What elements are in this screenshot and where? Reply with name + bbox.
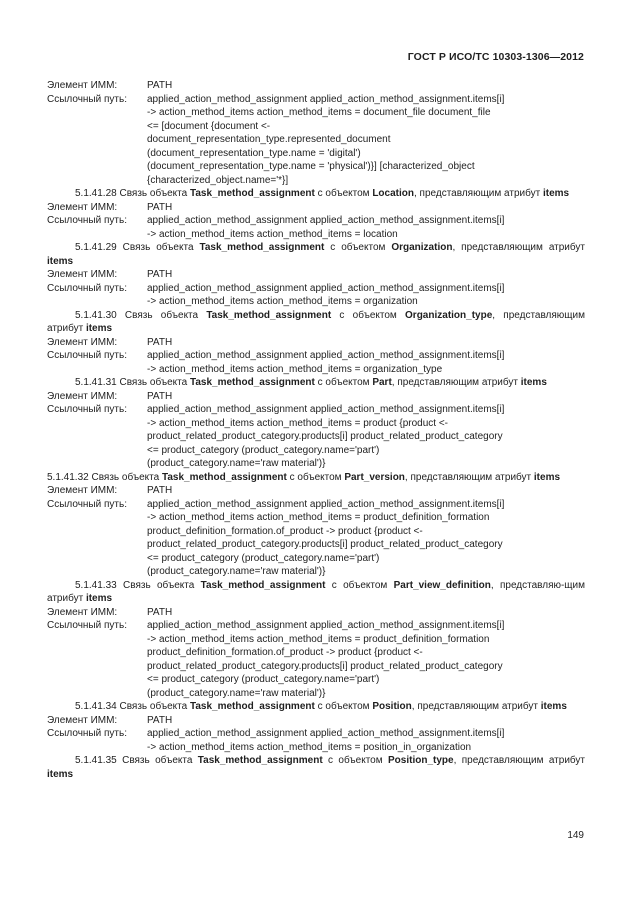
field-label: Ссылочный путь: <box>47 620 127 631</box>
field-label: Элемент ИММ: <box>47 201 118 213</box>
field-row <box>47 727 585 754</box>
field-row <box>47 390 585 404</box>
entity-name: Position <box>372 701 412 712</box>
field-row <box>47 349 585 376</box>
path-line: product_definition_formation.of_product -> product {product <- <box>147 525 423 537</box>
path-line: -> action_method_items action_method_items = product_definition_formation <box>147 633 490 645</box>
path-line: applied_action_method_assignment applied_action_method_assignment.items[i] <box>147 282 505 294</box>
field-row <box>47 714 585 728</box>
heading-text: , представляющим атрибут <box>411 701 541 712</box>
heading-text: 5.1.41.33 Связь объекта <box>75 579 201 591</box>
path-line: (product_category.name='raw material')} <box>147 687 326 699</box>
path-line: document_representation_type.represented_document <box>147 134 391 145</box>
path-line: -> action_method_items action_method_items = product_definition_formation <box>147 512 490 523</box>
field-value <box>147 79 585 93</box>
field-value <box>147 349 585 376</box>
field-label: Ссылочный путь: <box>47 282 127 294</box>
field-value <box>147 93 585 188</box>
field-row <box>47 79 585 93</box>
entity-name: Organization_type <box>405 309 493 321</box>
entity-name: Task_method_assignment <box>199 242 325 253</box>
heading-text: с объектом <box>314 188 373 199</box>
path-line: -> action_method_items action_method_items = organization_type <box>147 363 443 375</box>
path-line: PATH <box>147 201 173 213</box>
entity-name: Part_view_definition <box>393 579 491 591</box>
path-line: -> action_method_items action_method_items = organization <box>147 296 418 307</box>
path-line: applied_action_method_assignment applied_action_method_assignment.items[i] <box>147 93 505 105</box>
field-row <box>47 403 585 471</box>
entity-name: items <box>85 323 113 334</box>
entity-name: Organization <box>391 242 453 253</box>
heading-text: , представляющим атрибут <box>452 242 585 253</box>
path-line: (document_representation_type.name = 'digital') <box>147 147 361 159</box>
path-line: (product_category.name='raw material')} <box>147 566 326 577</box>
field-label: Ссылочный путь: <box>47 498 127 510</box>
field-label: Элемент ИММ: <box>47 606 118 618</box>
entity-name: Task_method_assignment <box>189 188 315 199</box>
field-row <box>47 282 585 309</box>
path-line: product_related_product_category.products[i] product_related_product_category <box>147 431 503 442</box>
entity-name: Part <box>372 377 392 388</box>
section-heading <box>47 187 585 201</box>
field-label: Элемент ИММ: <box>47 485 118 496</box>
heading-text: 5.1.41.31 Связь объекта <box>75 377 190 388</box>
field-label: Элемент ИММ: <box>47 390 118 402</box>
heading-text: , представляю-щим атрибут <box>47 579 585 604</box>
path-line: <= product_category (product_category.name='part') <box>147 444 380 456</box>
field-value <box>147 727 585 754</box>
heading-text: , представляющим атрибут <box>47 309 585 334</box>
field-value <box>147 714 585 728</box>
path-line: PATH <box>147 80 173 91</box>
field-row <box>47 214 585 241</box>
heading-text: с объектом <box>331 309 406 321</box>
field-value <box>147 606 585 620</box>
path-line: product_definition_formation.of_product -> product {product <- <box>147 647 423 658</box>
page-number: 149 <box>567 830 584 841</box>
section-heading <box>47 579 585 606</box>
section-heading <box>47 754 585 781</box>
path-line: PATH <box>147 606 173 618</box>
path-line: product_related_product_category.products[i] product_related_product_category <box>147 539 503 550</box>
field-row <box>47 606 585 620</box>
path-line: -> action_method_items action_method_items = product {product <- <box>147 417 449 429</box>
path-line: -> action_method_items action_method_items = location <box>147 228 398 240</box>
field-label: Элемент ИММ: <box>47 336 118 348</box>
entity-name: items <box>540 701 567 712</box>
page-header-standard-id: ГОСТ Р ИСО/ТС 10303-1306—2012 <box>407 51 584 63</box>
section-heading <box>47 471 585 485</box>
entity-name: Task_method_assignment <box>161 471 287 483</box>
entity-name: Task_method_assignment <box>189 701 315 712</box>
path-line: <= product_category (product_category.name='part') <box>147 552 380 564</box>
path-line: PATH <box>147 485 173 496</box>
field-row <box>47 498 585 579</box>
field-value <box>147 498 585 579</box>
path-line: -> action_method_items action_method_items = position_in_organization <box>147 741 472 753</box>
field-value <box>147 268 585 282</box>
field-label: Элемент ИММ: <box>47 269 118 280</box>
entity-name: Task_method_assignment <box>197 755 323 766</box>
section-heading <box>47 700 585 714</box>
field-value <box>147 390 585 404</box>
path-line: PATH <box>147 336 173 348</box>
heading-text: с объектом <box>322 755 388 766</box>
entity-name: items <box>533 471 561 483</box>
entity-name: items <box>542 188 570 199</box>
field-row <box>47 268 585 282</box>
field-label: Ссылочный путь: <box>47 404 127 415</box>
field-label: Элемент ИММ: <box>47 80 118 91</box>
document-body <box>47 79 585 781</box>
path-line: (document_representation_type.name = 'physical')}] [characterized_object <box>147 161 475 172</box>
heading-text: 5.1.41.34 Связь объекта <box>75 701 190 712</box>
entity-name: Task_method_assignment <box>200 579 326 591</box>
path-line: <= product_category (product_category.name='part') <box>147 674 380 685</box>
path-line: applied_action_method_assignment applied_action_method_assignment.items[i] <box>147 215 505 226</box>
heading-text: с объектом <box>325 579 394 591</box>
field-value <box>147 403 585 471</box>
field-row <box>47 619 585 700</box>
heading-text: 5.1.41.29 Связь объекта <box>75 242 200 253</box>
path-line: (product_category.name='raw material')} <box>147 458 326 469</box>
heading-text: , представляющим атрибут <box>414 188 543 199</box>
entity-name: Part_version <box>344 471 405 483</box>
heading-text: , представляющим атрибут <box>404 471 534 483</box>
field-row <box>47 93 585 188</box>
path-line: PATH <box>147 269 173 280</box>
entity-name: Task_method_assignment <box>206 309 332 321</box>
heading-text: с объектом <box>314 701 373 712</box>
field-value <box>147 484 585 498</box>
heading-text: с объектом <box>324 242 392 253</box>
field-row <box>47 484 585 498</box>
field-value <box>147 619 585 700</box>
entity-name: Task_method_assignment <box>189 377 315 388</box>
section-heading <box>47 309 585 336</box>
section-heading <box>47 241 585 268</box>
heading-text: , представляющим атрибут <box>391 377 521 388</box>
heading-text: 5.1.41.35 Связь объекта <box>75 755 198 766</box>
heading-text: 5.1.41.28 Связь объекта <box>75 188 190 199</box>
heading-text: 5.1.41.32 Связь объекта <box>47 471 162 483</box>
path-line: applied_action_method_assignment applied_action_method_assignment.items[i] <box>147 404 505 415</box>
path-line: PATH <box>147 714 173 726</box>
entity-name: Position_type <box>388 755 454 766</box>
field-label: Ссылочный путь: <box>47 350 127 361</box>
path-line: PATH <box>147 390 173 402</box>
field-label: Ссылочный путь: <box>47 728 127 739</box>
entity-name: items <box>47 768 74 780</box>
path-line: product_related_product_category.products[i] product_related_product_category <box>147 660 503 672</box>
entity-name: items <box>85 593 113 604</box>
path-line: -> action_method_items action_method_items = document_file document_file <box>147 107 491 118</box>
field-row <box>47 336 585 350</box>
field-value <box>147 336 585 350</box>
field-value <box>147 282 585 309</box>
field-value <box>147 214 585 241</box>
entity-name: items <box>520 377 547 388</box>
section-heading <box>47 376 585 390</box>
heading-text: с объектом <box>314 377 373 388</box>
field-label: Ссылочный путь: <box>47 215 127 226</box>
path-line: {characterized_object.name='*}] <box>147 174 289 186</box>
path-line: applied_action_method_assignment applied_action_method_assignment.items[i] <box>147 728 505 739</box>
field-label: Элемент ИММ: <box>47 714 118 726</box>
field-value <box>147 201 585 215</box>
field-row <box>47 201 585 215</box>
entity-name: items <box>47 255 74 267</box>
field-label: Ссылочный путь: <box>47 93 127 105</box>
heading-text: 5.1.41.30 Связь объекта <box>75 309 207 321</box>
path-line: applied_action_method_assignment applied_action_method_assignment.items[i] <box>147 620 505 631</box>
path-line: applied_action_method_assignment applied_action_method_assignment.items[i] <box>147 350 505 361</box>
heading-text: с объектом <box>286 471 345 483</box>
heading-text: , представляющим атрибут <box>453 755 585 766</box>
path-line: <= [document {document <- <box>147 120 271 132</box>
entity-name: Location <box>372 188 414 199</box>
path-line: applied_action_method_assignment applied_action_method_assignment.items[i] <box>147 498 505 510</box>
